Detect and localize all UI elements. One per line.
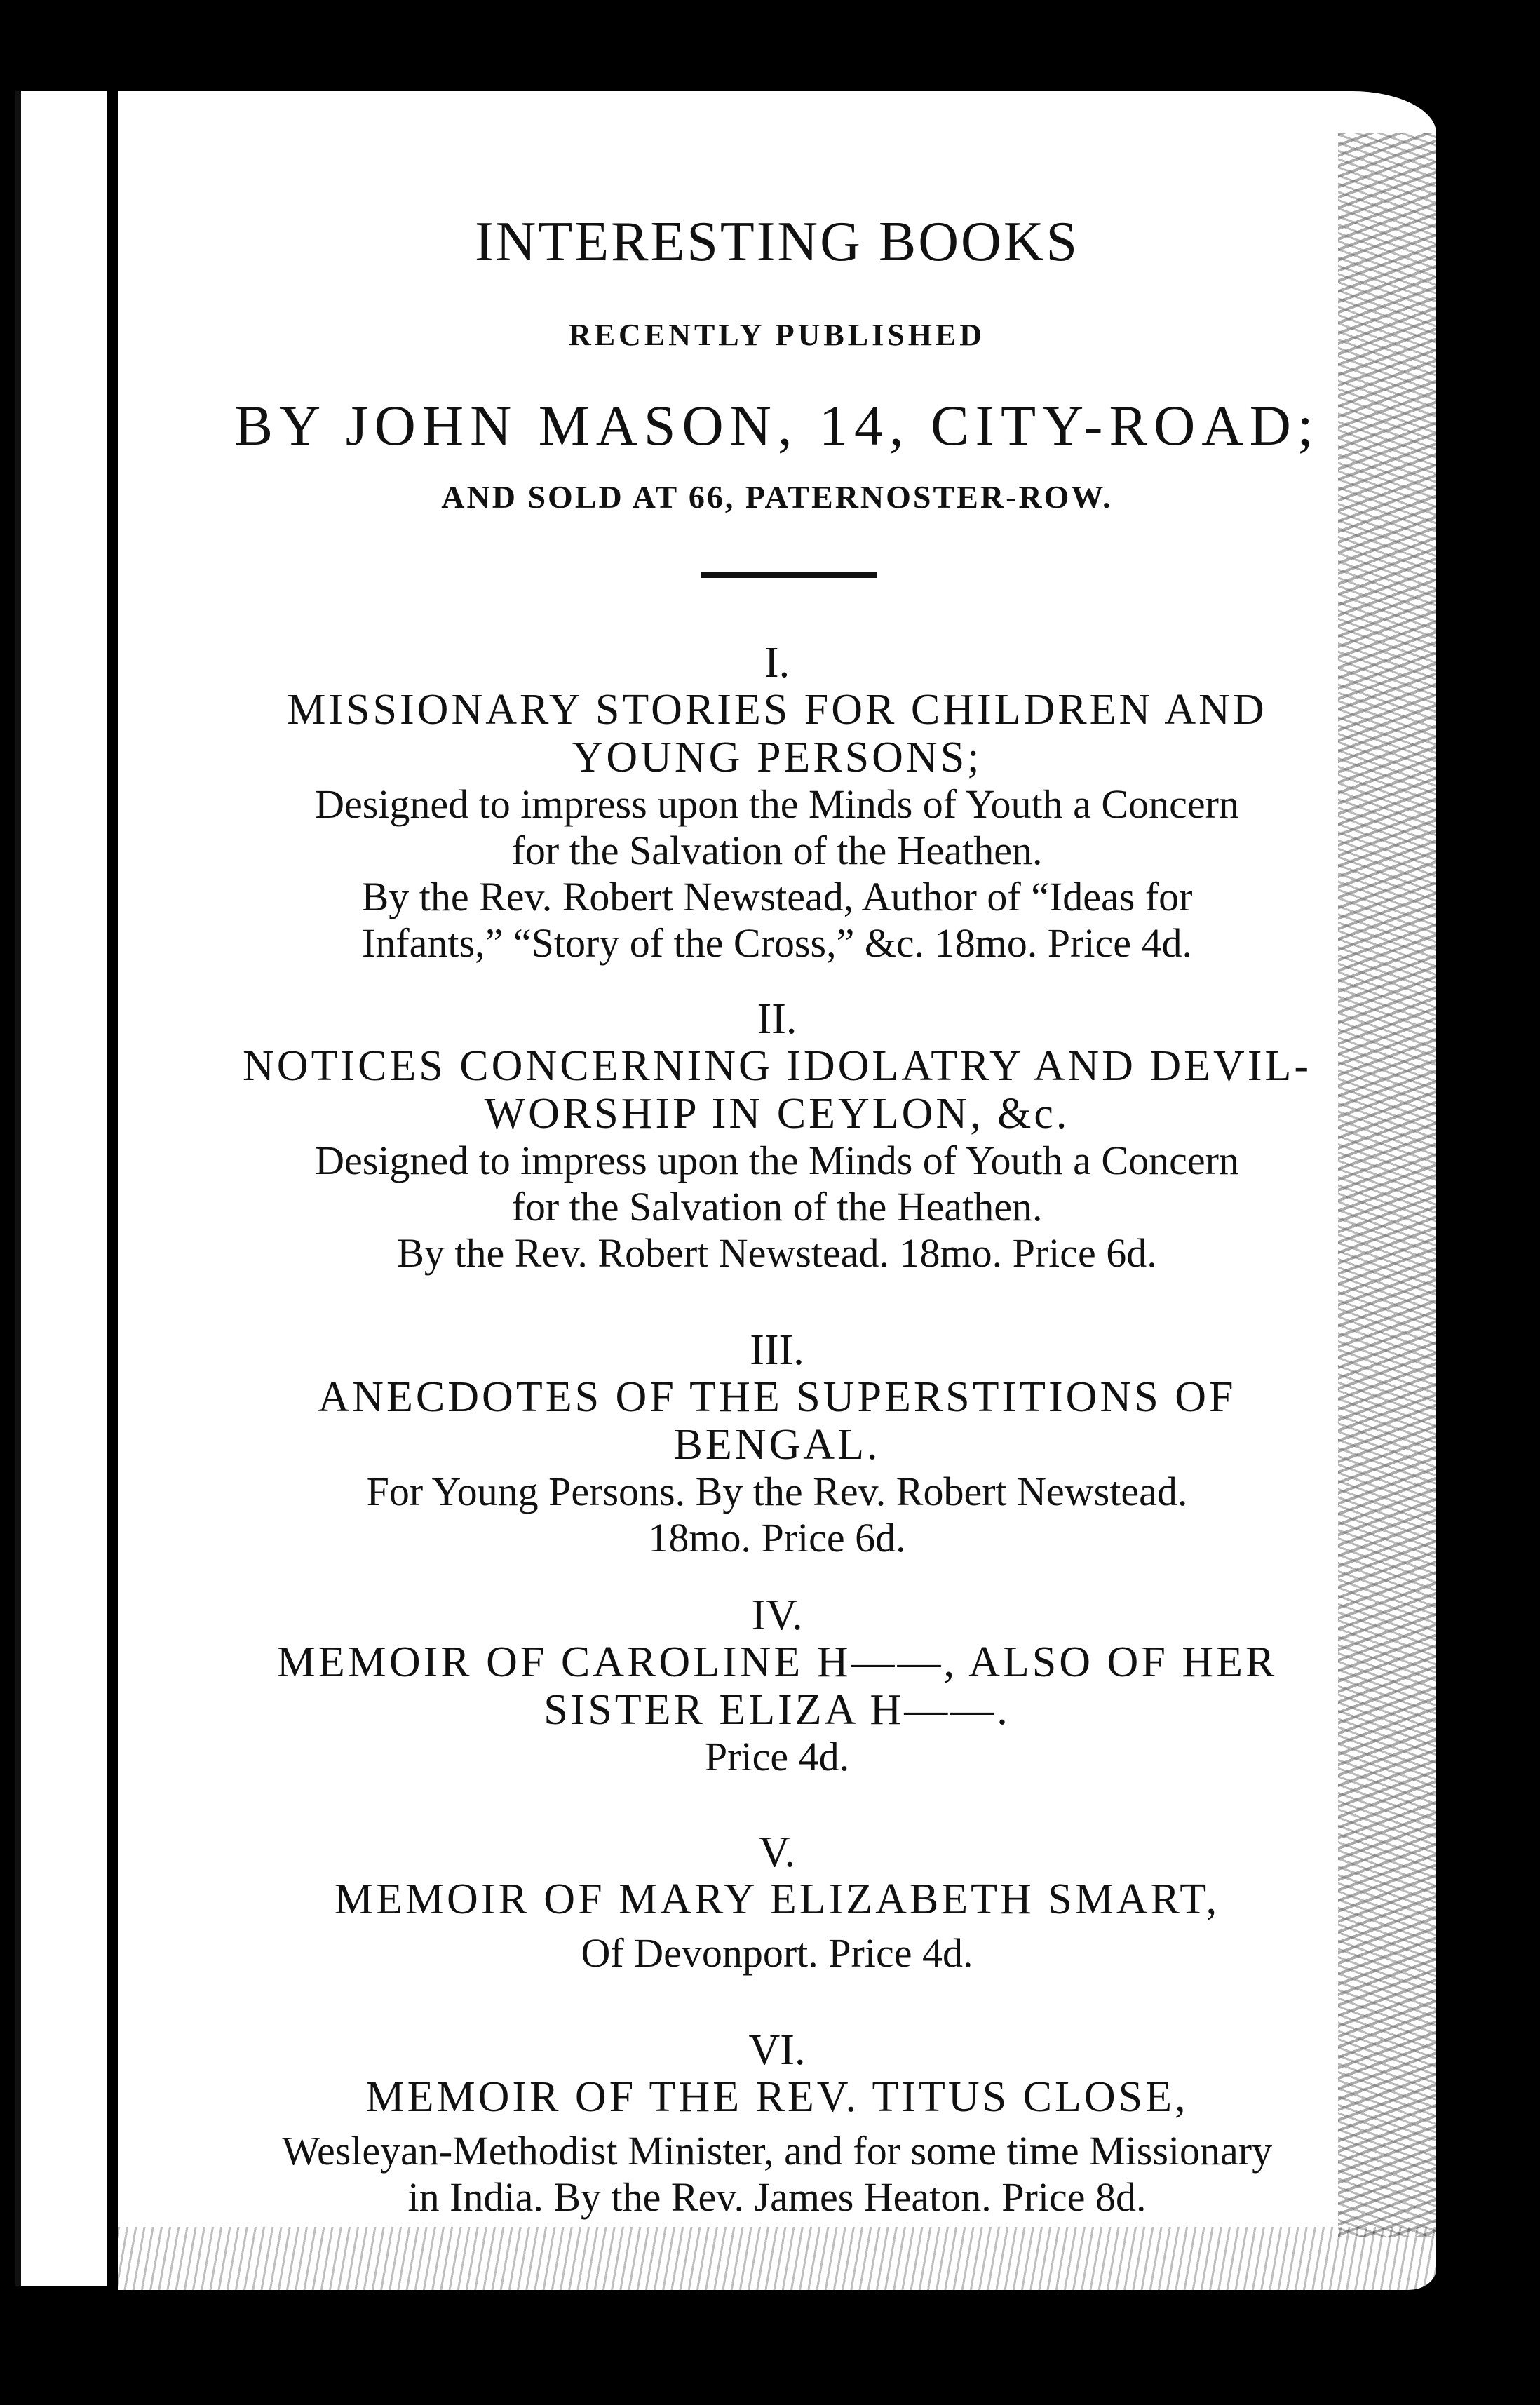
book-3-desc-line: For Young Persons. By the Rev. Robert Newstead.	[366, 1469, 1188, 1514]
book-3-title	[118, 1373, 1436, 1469]
sold-at-line: AND SOLD AT 66, PATERNOSTER-ROW.	[441, 479, 1113, 515]
book-2-desc-line: for the Salvation of the Heathen.	[511, 1184, 1043, 1230]
book-5-numeral: V.	[758, 1828, 796, 1876]
book-6-desc-line: in India. By the Rev. James Heaton. Price 8d.	[407, 2174, 1147, 2220]
page-title: INTERESTING BOOKS	[474, 211, 1080, 273]
book-4-description	[118, 1734, 1436, 1780]
spine-edge	[15, 91, 21, 2286]
book-2-title-line: WORSHIP IN CEYLON, &c.	[484, 1090, 1070, 1138]
book-4-numeral: IV.	[751, 1591, 803, 1639]
book-6-title-line: MEMOIR OF THE REV. TITUS CLOSE,	[365, 2073, 1189, 2121]
book-3-title-line: BENGAL.	[673, 1421, 881, 1469]
book-4-title-line: MEMOIR OF CAROLINE H——, ALSO OF HER	[276, 1638, 1278, 1686]
book-1-desc-line: Designed to impress upon the Minds of Youth a Concern	[315, 781, 1239, 827]
advertisement-page	[118, 91, 1436, 2290]
book-4-title	[118, 1638, 1436, 1734]
book-2-description	[118, 1138, 1436, 1276]
book-1-numeral: I.	[764, 639, 790, 687]
book-3-description	[118, 1469, 1436, 1561]
book-2-desc-line: Designed to impress upon the Minds of Youth a Concern	[315, 1138, 1239, 1183]
book-6-desc-line: Wesleyan-Methodist Minister, and for some time Missionary	[281, 2128, 1273, 2174]
title-rule	[701, 572, 877, 578]
book-5-title-line: MEMOIR OF MARY ELIZABETH SMART,	[334, 1875, 1220, 1923]
book-spine	[15, 91, 114, 2286]
book-2-title	[118, 1042, 1436, 1138]
book-6-title	[118, 2073, 1436, 2121]
book-4-desc-line: Price 4d.	[704, 1734, 850, 1779]
book-1-title-line: YOUNG PERSONS;	[572, 734, 982, 781]
book-1-title-line: MISSIONARY STORIES FOR CHILDREN AND	[287, 686, 1267, 734]
book-2-desc-line: By the Rev. Robert Newstead. 18mo. Price 6d.	[397, 1230, 1157, 1276]
page-bottom-wear	[118, 2227, 1436, 2290]
book-2-title-line: NOTICES CONCERNING IDOLATRY AND DEVIL-	[243, 1042, 1311, 1090]
book-5-desc-line: Of Devonport. Price 4d.	[581, 1930, 973, 1976]
publisher-line: BY JOHN MASON, 14, CITY-ROAD;	[234, 393, 1320, 457]
book-3-numeral: III.	[750, 1326, 804, 1374]
book-1-title	[118, 686, 1436, 781]
book-5-title	[118, 1875, 1436, 1923]
book-2-numeral: II.	[757, 995, 797, 1043]
book-1-desc-line: for the Salvation of the Heathen.	[511, 828, 1043, 873]
book-6-numeral: VI.	[748, 2026, 806, 2074]
book-1-desc-line: By the Rev. Robert Newstead, Author of “Ideas for	[361, 874, 1193, 919]
book-4-title-line: SISTER ELIZA H——.	[543, 1686, 1011, 1734]
book-1-desc-line: Infants,” “Story of the Cross,” &c. 18mo. Price 4d.	[362, 920, 1192, 966]
book-6-description	[118, 2128, 1436, 2221]
page-subtitle: RECENTLY PUBLISHED	[568, 318, 986, 352]
book-1-description	[118, 781, 1436, 966]
book-5-description	[118, 1930, 1436, 1976]
book-3-desc-line: 18mo. Price 6d.	[648, 1515, 906, 1561]
book-3-title-line: ANECDOTES OF THE SUPERSTITIONS OF	[318, 1373, 1236, 1421]
